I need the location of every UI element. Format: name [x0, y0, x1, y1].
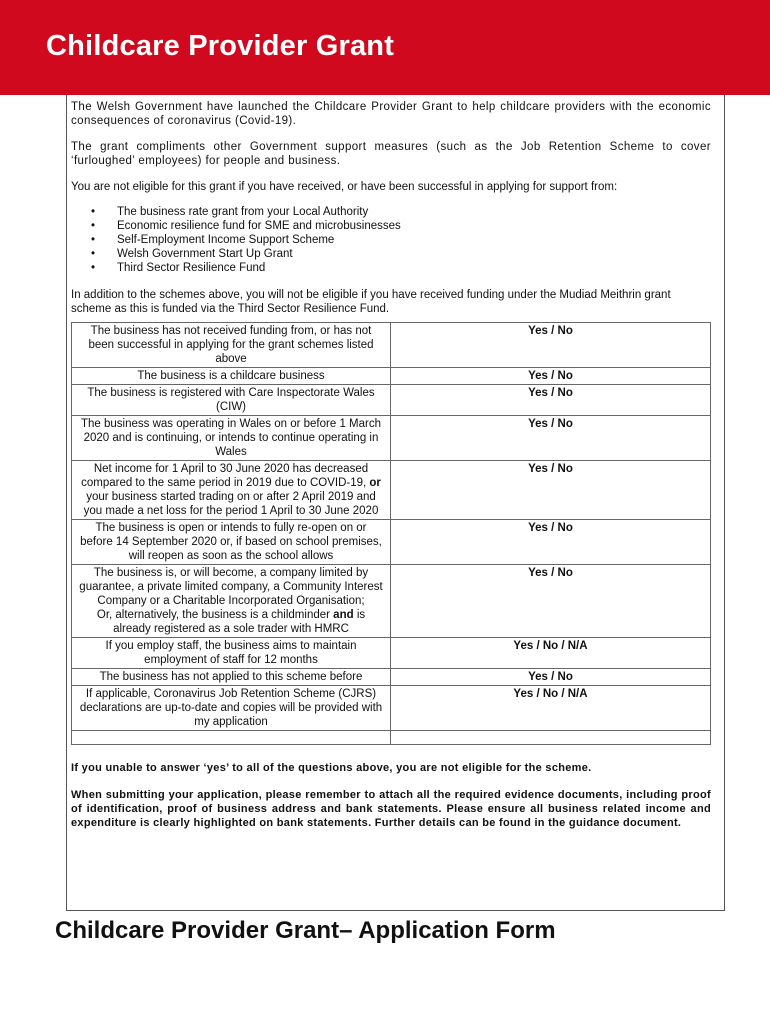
table-row-empty [72, 731, 711, 745]
intro-paragraph-2: The grant compliments other Government support measures (such as the Job Retention Scheme to cover ‘furloughed’ employees) for people and business. [71, 141, 711, 167]
empty-cell [72, 731, 391, 745]
list-item: • Welsh Government Start Up Grant [91, 248, 293, 260]
answer-options[interactable]: Yes / No [391, 416, 711, 461]
eligibility-table [71, 322, 711, 745]
answer-options[interactable]: Yes / No [391, 565, 711, 638]
additional-paragraph: In addition to the schemes above, you will not be eligible if you have received funding under the Mudiad Meithrin grant scheme as this is funded via the Third Sector Resilience Fund. [71, 289, 671, 315]
table-row [72, 323, 711, 368]
list-item: • Self-Employment Income Support Scheme [91, 234, 335, 246]
table-row [72, 565, 711, 638]
table-row [72, 385, 711, 416]
list-item: • The business rate grant from your Local Authority [91, 206, 369, 218]
answer-options[interactable]: Yes / No / N/A [391, 686, 711, 731]
answer-options[interactable]: Yes / No [391, 323, 711, 368]
answer-options[interactable]: Yes / No [391, 385, 711, 416]
page-title: Childcare Provider Grant [46, 30, 395, 62]
list-item: • Economic resilience fund for SME and microbusinesses [91, 220, 401, 232]
form-title: Childcare Provider Grant– Application Form [55, 917, 556, 944]
bullet-icon: • [91, 220, 96, 232]
answer-options[interactable]: Yes / No / N/A [391, 638, 711, 669]
criterion-text: The business has not received funding from, or has not been successful in applying for the grant schemes listed above [72, 323, 391, 368]
criterion-text: If applicable, Coronavirus Job Retention Scheme (CJRS) declarations are up-to-date and copies will be provided with my application [72, 686, 391, 731]
empty-cell [391, 731, 711, 745]
eligibility-note: If you unable to answer ‘yes’ to all of the questions above, you are not eligible for the scheme. [71, 762, 592, 774]
table-row [72, 686, 711, 731]
answer-options[interactable]: Yes / No [391, 461, 711, 520]
answer-options[interactable]: Yes / No [391, 520, 711, 565]
intro-paragraph-3: You are not eligible for this grant if you have received, or have been successful in applying for support from: [71, 181, 618, 193]
notes [71, 761, 711, 830]
submission-note: When submitting your application, please remember to attach all the required evidence documents, including proof of identification, proof of business address and bank statements. Please ensure all business related income and expenditure is clearly highlighted on bank statements. Further details can be found in the guidance document. [71, 789, 711, 829]
list-item: • Third Sector Resilience Fund [91, 262, 266, 274]
table-row [72, 461, 711, 520]
header-banner [0, 0, 770, 95]
criterion-text: The business is registered with Care Inspectorate Wales (CIW) [72, 385, 391, 416]
content [71, 100, 711, 843]
criterion-text: The business is a childcare business [72, 368, 391, 385]
bullet-icon: • [91, 206, 96, 218]
table-row [72, 669, 711, 686]
answer-options[interactable]: Yes / No [391, 669, 711, 686]
bullet-icon: • [91, 248, 96, 260]
criterion-text: The business is, or will become, a company limited by guarantee, a private limited company, a Community Interest Company or a Charitable Incorporated Organisation; Or, alternatively, the business is a childminder and is already registered as a sole trader with HMRC [72, 565, 391, 638]
criterion-text: Net income for 1 April to 30 June 2020 has decreased compared to the same period in 2019 due to COVID-19, or your business started trading on or after 2 April 2019 and you made a net loss for the period 1 April to 30 June 2020 [72, 461, 391, 520]
ineligible-schemes-list [71, 205, 711, 275]
criterion-text: The business is open or intends to fully re-open on or before 14 September 2020 or, if based on school premises, will reopen as soon as the school allows [72, 520, 391, 565]
bullet-icon: • [91, 234, 96, 246]
intro-paragraph-1: The Welsh Government have launched the Childcare Provider Grant to help childcare providers with the economic consequences of coronavirus (Covid-19). [71, 101, 711, 127]
bullet-icon: • [91, 262, 96, 274]
criterion-text: The business has not applied to this scheme before [72, 669, 391, 686]
table-row [72, 368, 711, 385]
criterion-text: If you employ staff, the business aims to maintain employment of staff for 12 months [72, 638, 391, 669]
table-row [72, 520, 711, 565]
table-row [72, 638, 711, 669]
table-row [72, 416, 711, 461]
answer-options[interactable]: Yes / No [391, 368, 711, 385]
criterion-text: The business was operating in Wales on or before 1 March 2020 and is continuing, or intends to continue operating in Wales [72, 416, 391, 461]
